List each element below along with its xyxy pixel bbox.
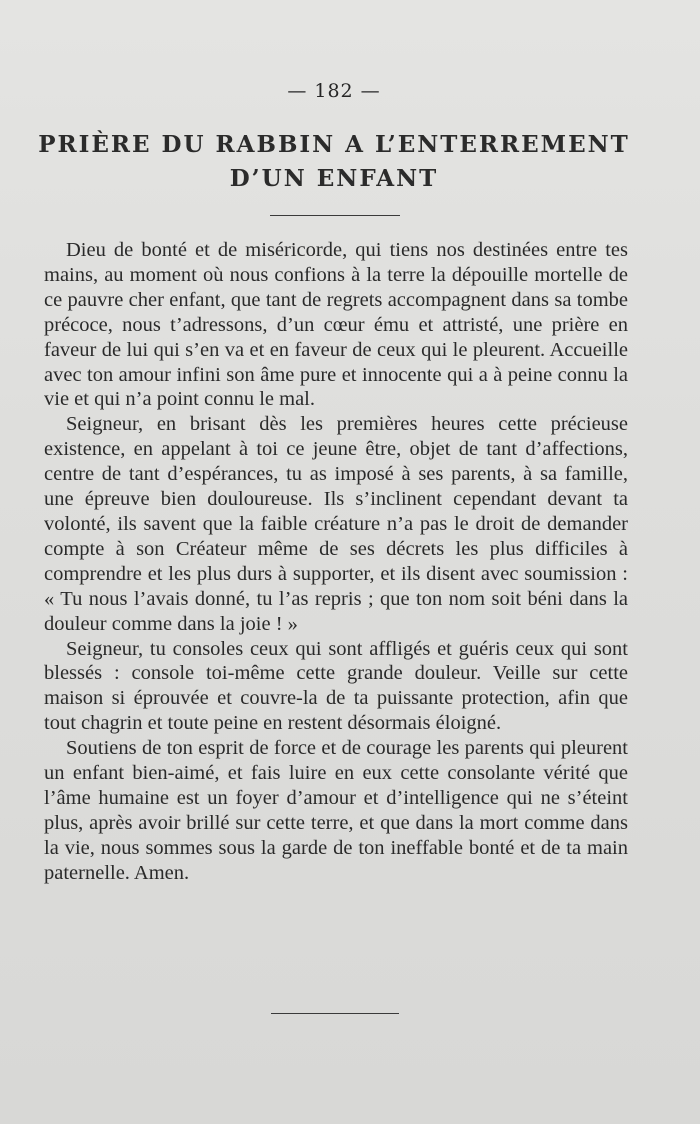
top-divider [270,215,400,216]
paragraph-1: Dieu de bonté et de miséricorde, qui tiens nos destinées entre tes mains, au moment où nous confions à la terre la dépouille mortelle de ce pauvre cher enfant, que tant de regrets accompagnent dans sa tombe précoce, nous t’adressons, d’un cœur ému et attristé, une prière en faveur de lui qui s’en va et en faveur de ceux qui le pleurent. Accueille avec ton amour infini son âme pure et innocente qui a à peine connu la vie et qui n’a point connu le mal. [44,239,628,411]
page-number: — 182 — [287,80,381,102]
title-line-1: PRIÈRE DU RABBIN A L’ENTERREMENT [38,131,630,158]
prayer-text [44,238,628,886]
page-title [34,128,634,196]
paragraph-2: Seigneur, en brisant dès les premières heures cette précieuse existence, en appelant à toi ce jeune être, objet de tant d’affections, centre de tant d’espérances, tu as imposé à ses parents, à sa famille, une épreuve bien douloureuse. Ils s’inclinent cependant devant ta volonté, ils savent que la faible créature n’a pas le droit de demander compte à son Créateur même de ses décrets les plus difficiles à comprendre et les plus durs à supporter, et ils disent avec soumission : « Tu nous l’avais donné, tu l’as repris ; que ton nom soit béni dans la douleur comme dans la joie ! » [44,413,628,635]
title-line-2: D’UN ENFANT [229,165,439,192]
paragraph-3: Seigneur, tu consoles ceux qui sont affligés et guéris ceux qui sont blessés : console toi-même cette grande douleur. Veille sur cette maison si éprouvée et couvre-la de ta puissante protection, afin que tout chagrin et toute peine en restent désormais éloigné. [44,637,628,735]
paragraph-4: Soutiens de ton esprit de force et de courage les parents qui pleurent un enfant bien-aimé, et fais luire en eux cette consolante vérité que l’âme humaine est un foyer d’amour et d’intelligence qui ne s’éteint plus, après avoir brillé sur cette terre, et que dans la mort comme dans la vie, nous sommes sous la garde de ton ineffable bonté et de ta main paternelle. Amen. [44,737,628,884]
bottom-divider [271,1013,399,1014]
